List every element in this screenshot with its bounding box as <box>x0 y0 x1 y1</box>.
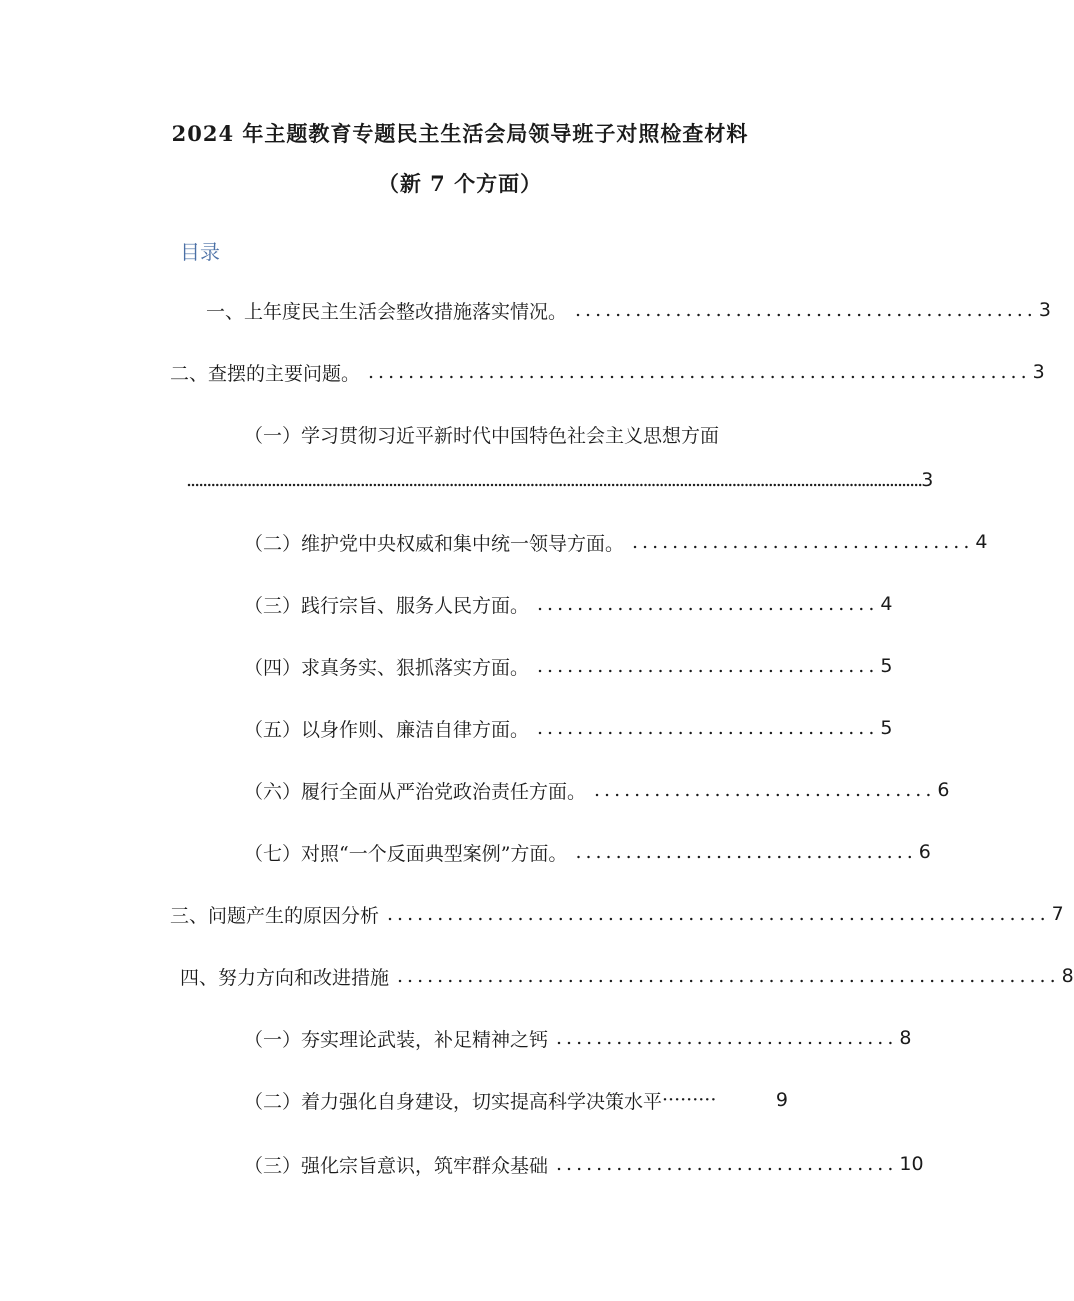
toc-leader-dots: .............................................. <box>575 299 1037 321</box>
toc-entry[interactable] <box>244 1150 924 1178</box>
toc-entry-label: （六）履行全面从严治党政治责任方面。 <box>244 780 587 803</box>
toc-entry[interactable] <box>244 838 931 866</box>
toc-entry-page: 5 <box>880 655 893 677</box>
toc-entry[interactable] <box>206 296 1051 324</box>
toc-leader-dots: .................................................................. <box>397 965 1060 987</box>
toc-entry-label: （七）对照“一个反面典型案例”方面。 <box>244 842 568 865</box>
toc-entry-page: 10 <box>899 1153 924 1175</box>
toc-entry-label: （三）强化宗旨意识，筑牢群众基础 <box>244 1154 549 1177</box>
toc-leader-dots: .................................................................. <box>368 361 1031 383</box>
toc-leader-dots: ...................................................................................................................................................................................... <box>186 469 922 491</box>
toc-leader-dots: .................................. <box>632 531 974 553</box>
toc-entry-label: 四、努力方向和改进措施 <box>180 966 390 989</box>
toc-heading: 目录 <box>180 240 220 264</box>
toc-entry[interactable] <box>244 714 893 742</box>
toc-entry-page: 7 <box>1051 903 1064 925</box>
toc-entry-page: 8 <box>899 1027 912 1049</box>
toc-leader-dots: .................................. <box>537 717 879 739</box>
document-subtitle: （新 7 个方面） <box>377 171 543 196</box>
toc-entry-label: （五）以身作则、廉洁自律方面。 <box>244 718 530 741</box>
toc-entry[interactable] <box>180 962 1074 990</box>
toc-entry-page: 8 <box>1061 965 1074 987</box>
toc-entry-page: 9 <box>775 1089 788 1111</box>
toc-entry-label: （四）求真务实、狠抓落实方面。 <box>244 656 530 679</box>
toc-entry-label: （一）夯实理论武装，补足精神之钙 <box>244 1028 549 1051</box>
toc-entry-label: （一）学习贯彻习近平新时代中国特色社会主义思想方面 <box>244 424 720 447</box>
toc-entry-page: 5 <box>880 717 893 739</box>
toc-entry-label: （二）维护党中央权威和集中统一领导方面。 <box>244 532 625 555</box>
toc-entry-page: 6 <box>937 779 950 801</box>
toc-entry-label: （二）着力强化自身建设，切实提高科学决策水平 <box>244 1090 663 1113</box>
toc-leader-dots: .................................. <box>556 1153 898 1175</box>
toc-entry-page: 3 <box>921 469 934 491</box>
toc-leader-dots: .................................. <box>556 1027 898 1049</box>
toc-leader-dots: .................................. <box>594 779 936 801</box>
toc-entry[interactable] <box>244 652 893 680</box>
toc-leader-dots: .................................. <box>537 655 879 677</box>
toc-entry-label: （三）践行宗旨、服务人民方面。 <box>244 594 530 617</box>
toc-entry-page: 4 <box>975 531 988 553</box>
toc-entry-page: 3 <box>1032 361 1045 383</box>
toc-entry-label: 一、上年度民主生活会整改措施落实情况。 <box>206 300 568 323</box>
toc-entry-label: 三、问题产生的原因分析 <box>170 904 380 927</box>
toc-entry[interactable] <box>244 590 893 618</box>
toc-entry-page: 6 <box>918 841 931 863</box>
toc-entry[interactable] <box>244 528 988 556</box>
toc-entry-label: 二、查摆的主要问题。 <box>170 362 361 385</box>
toc-leader-dots: ········· <box>662 1089 717 1111</box>
toc-entry-page: 3 <box>1038 299 1051 321</box>
toc-entry[interactable] <box>244 1024 912 1052</box>
toc-leader-dots: .................................. <box>537 593 879 615</box>
toc-entry[interactable] <box>244 420 784 448</box>
document-title: 2024 年主题教育专题民主生活会局领导班子对照检查材料 <box>171 121 749 146</box>
toc-leader-dots: .................................................................. <box>387 903 1050 925</box>
toc-entry[interactable] <box>244 776 950 804</box>
toc-entry-continuation[interactable] <box>186 466 934 494</box>
toc-entry[interactable] <box>244 1086 788 1114</box>
toc-entry[interactable] <box>170 900 1064 928</box>
toc-leader-dots: .................................. <box>575 841 917 863</box>
toc-entry-page: 4 <box>880 593 893 615</box>
toc-entry[interactable] <box>170 358 1045 386</box>
